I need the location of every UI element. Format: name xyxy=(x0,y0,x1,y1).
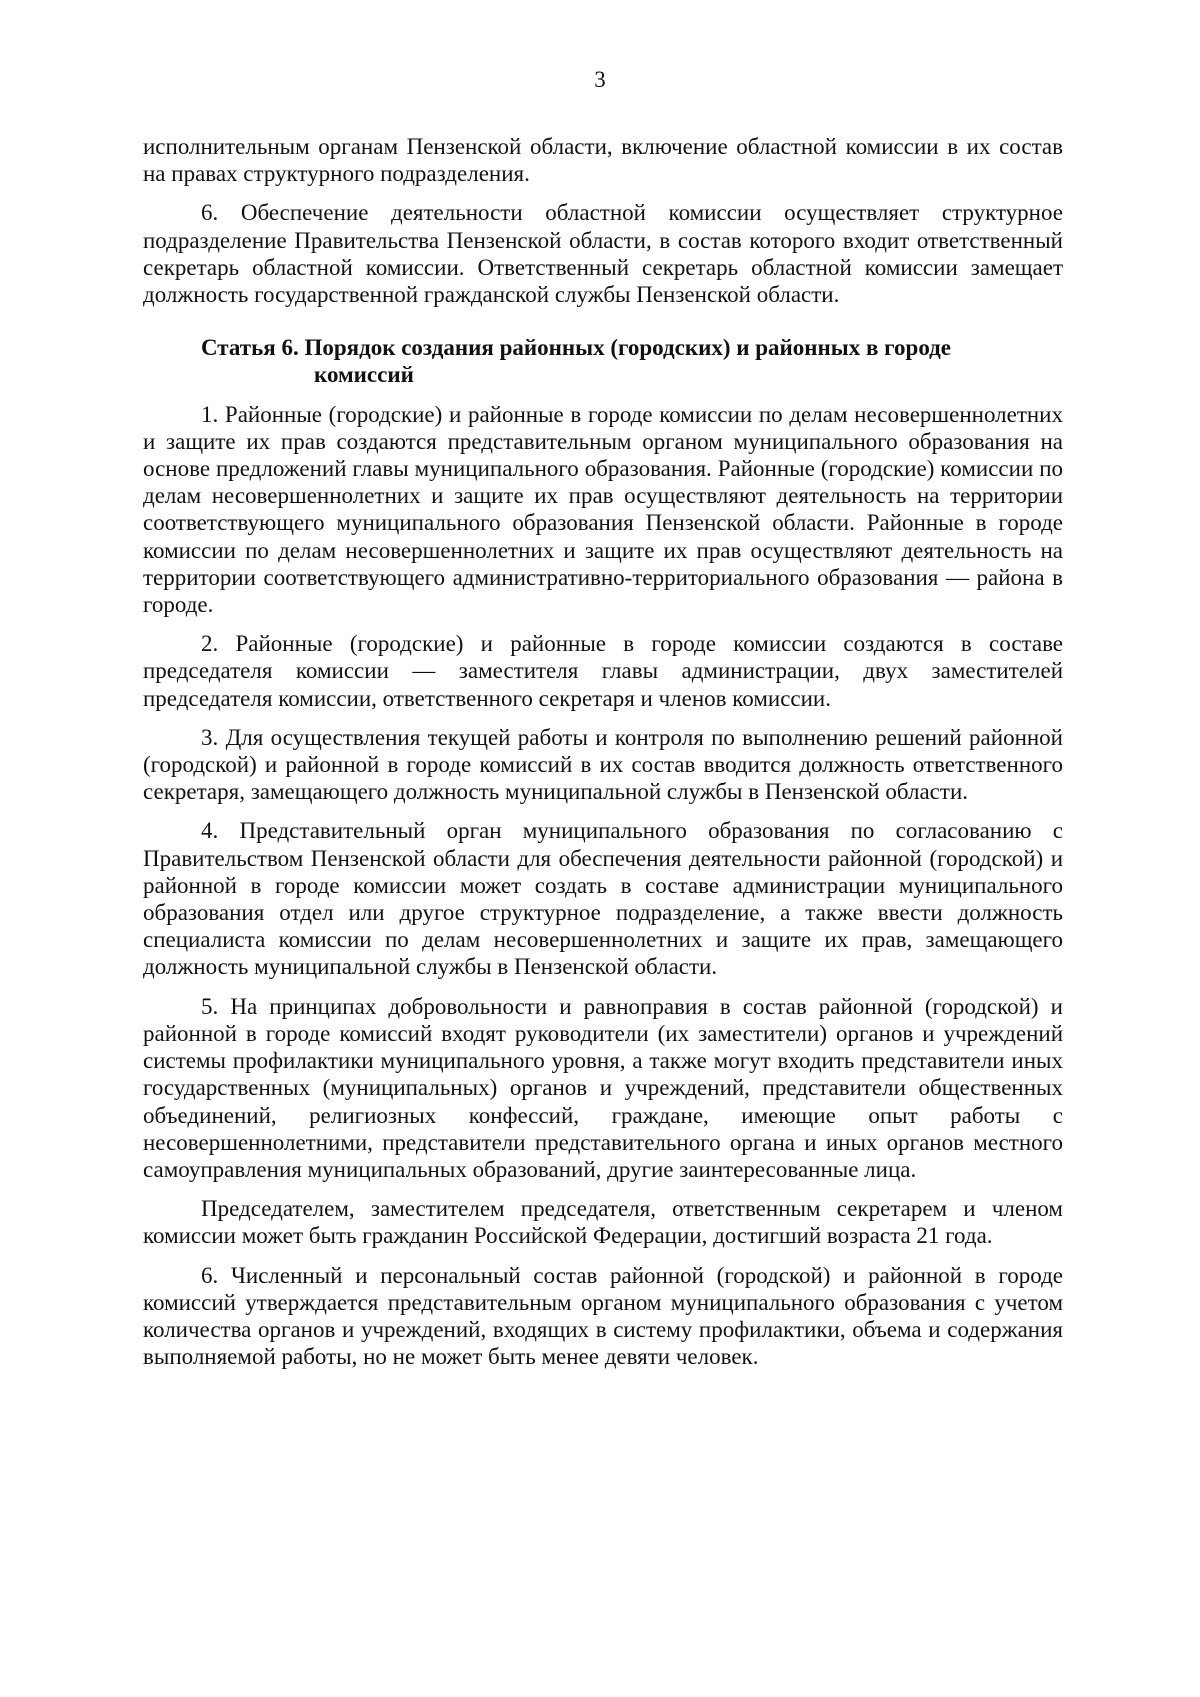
article-paragraph-3: 3. Для осуществления текущей работы и контроля по выполнению решений районной (городской) и районной в городе комиссий в их состав вводится должность ответственного секретаря, замещающего должность муниципальной службы в Пензенской области. xyxy=(143,724,1063,805)
article-heading xyxy=(143,334,1063,388)
article-title-line-1: Статья 6. Порядок создания районных (городских) и районных в городе xyxy=(201,335,952,361)
paragraph-item-6-intro: 6. Обеспечение деятельности областной комиссии осуществляет структурное подразделение Правительства Пензенской области, в состав которого входит ответственный секретарь областной комиссии. Ответственный секретарь областной комиссии замещает должность государственной гражданской службы Пензенской области. xyxy=(143,200,1063,308)
document-body xyxy=(143,133,1063,1382)
page-number: 3 xyxy=(594,67,606,92)
article-title-line-2: комиссий xyxy=(314,362,414,388)
article-paragraph-5-chair: Председателем, заместителем председателя, ответственным секретарем и членом комиссии может быть гражданин Российской Федерации, достигший возраста 21 года. xyxy=(143,1196,1063,1249)
article-paragraph-5: 5. На принципах добровольности и равноправия в состав районной (городской) и районной в городе комиссий входят руководители (их заместители) органов и учреждений системы профилактики муниципального уровня, а также могут входить представители иных государственных (муниципальных) органов и учреждений, представители общественных объединений, религиозных конфессий, граждане, имеющие опыт работы с несовершеннолетними, представители представительного органа и иных органов местного самоуправления муниципальных образований, другие заинтересованные лица. xyxy=(143,993,1063,1182)
article-paragraph-4: 4. Представительный орган муниципального образования по согласованию с Правительством Пензенской области для обеспечения деятельности районной (городской) и районной в городе комиссии может создать в составе администрации муниципального образования отдел или другое структурное подразделение, а также ввести должность специалиста комиссии по делам несовершеннолетних и защите их прав, замещающего должность муниципальной службы в Пензенской области. xyxy=(143,818,1063,980)
continuation-paragraph: исполнительным органам Пензенской области, включение областной комиссии в их состав на правах структурного подразделения. xyxy=(143,134,1063,187)
article-paragraph-2: 2. Районные (городские) и районные в городе комиссии создаются в составе председателя комиссии — заместителя главы администрации, двух заместителей председателя комиссии, ответственного секретаря и членов комиссии. xyxy=(143,631,1063,711)
article-paragraph-6: 6. Численный и персональный состав районной (городской) и районной в городе комиссий утверждается представительным органом муниципального образования с учетом количества органов и учреждений, входящих в систему профилактики, объема и содержания выполняемой работы, но не может быть менее девяти человек. xyxy=(143,1262,1063,1370)
article-paragraph-1: 1. Районные (городские) и районные в городе комиссии по делам несовершеннолетних и защите их прав создаются представительным органом муниципального образования на основе предложений главы муниципального образования. Районные (городские) комиссии по делам несовершеннолетних и защите их прав осуществляют деятельность на территории соответствующего муниципального образования Пензенской области. Районные в городе комиссии по делам несовершеннолетних и защите их прав осуществляют деятельность на территории соответствующего административно-территориального образования — района в городе. xyxy=(143,401,1063,618)
